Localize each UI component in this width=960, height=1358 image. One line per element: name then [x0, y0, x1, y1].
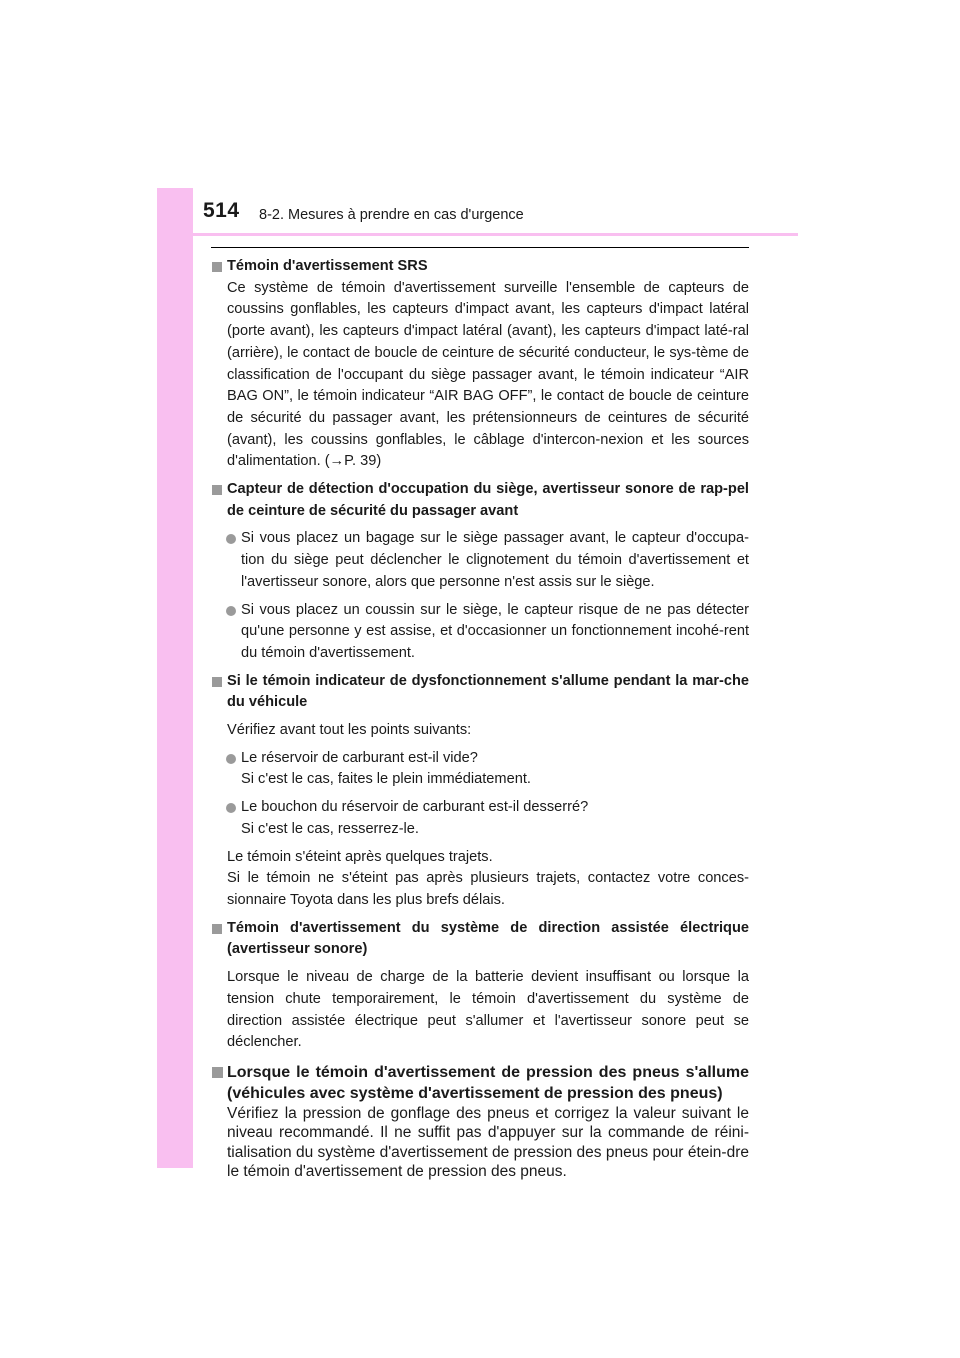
section-heading: Témoin d'avertissement SRS: [211, 256, 749, 278]
page-content: [211, 256, 749, 1182]
section-rule: [211, 247, 749, 248]
chapter-title: 8-2. Mesures à prendre en cas d'urgence: [259, 207, 524, 223]
section-heading: Témoin d'avertissement du système de direction assistée électrique (avertisseur sonore): [211, 918, 749, 961]
square-bullet-icon: [212, 677, 222, 687]
circle-bullet-icon: [226, 534, 236, 544]
section-intro: Vérifiez avant tout les points suivants:: [227, 722, 472, 739]
list-item: Le réservoir de carburant est-il vide? Si c'est le cas, faites le plein immédiatement.: [211, 748, 749, 791]
circle-bullet-icon: [226, 754, 236, 764]
list-item: Le bouchon du réservoir de carburant est-il desserré? Si c'est le cas, resserrez-le.: [211, 797, 749, 840]
section-body: Vérifiez la pression de gonflage des pneus et corrigez la valeur suivant le niveau recommandé. Il ne suffit pas d'appuyer sur la commande de réini-tialisation du système d'avertissement de pression des pneus pour étein-dre le témoin d'avertissement de pression des pneus.: [227, 1104, 749, 1181]
list-item: Si vous placez un coussin sur le siège, le capteur risque de ne pas détecter qu'une personne y est assise, et d'occasionner un fonctionnement incohé-rent du témoin d'avertissement.: [211, 600, 749, 665]
section-body: Lorsque le niveau de charge de la batterie devient insuffisant ou lorsque la tension chute temporairement, le témoin d'avertissement du système de direction assistée électrique peut s'allumer et l'avertisseur sonore peut se déclencher.: [227, 969, 749, 1051]
header-line: [157, 233, 798, 236]
square-bullet-icon: [212, 1067, 223, 1078]
list-item: Si vous placez un bagage sur le siège passager avant, le capteur d'occupa-tion du siège peut déclencher le clignotement du témoin d'avertissement et l'avertisseur sonore, alors que personne n'est assis sur le siège.: [211, 528, 749, 593]
circle-bullet-icon: [226, 803, 236, 813]
side-tab-band: [157, 188, 193, 1168]
section-outro: Le témoin s'éteint après quelques trajets. Si le témoin ne s'éteint pas après plusieurs trajets, contactez votre conces-sionnaire Toyota dans les plus brefs délais.: [227, 848, 749, 908]
square-bullet-icon: [212, 485, 222, 495]
section-heading: Si le témoin indicateur de dysfonctionnement s'allume pendant la mar-che du véhicule: [211, 671, 749, 714]
square-bullet-icon: [212, 262, 222, 272]
section-heading: Lorsque le témoin d'avertissement de pression des pneus s'allume (véhicules avec système d'avertissement de pression des pneus): [211, 1062, 749, 1104]
circle-bullet-icon: [226, 606, 236, 616]
page-number: 514: [203, 199, 240, 222]
section-body: Ce système de témoin d'avertissement surveille l'ensemble de capteurs de coussins gonflables, les capteurs d'impact avant, les capteurs d'impact latéral (porte avant), les capteurs d'impact latéral (avant), les capteurs d'impact laté-ral (arrière), le contact de boucle de ceinture de sécurité conducteur, le sys-tème de classification de l'occupant du siège passager avant, le témoin indicateur “AIR BAG ON”, le témoin indicateur “AIR BAG OFF”, le contact de boucle de ceinture de sécurité du passager avant, les prétensionneurs de ceintures de sécurité (avant), les coussins gonflables, le câblage d'intercon-nexion et les sources d'alimentation. (→P. 39): [227, 279, 749, 470]
section-heading: Capteur de détection d'occupation du siège, avertisseur sonore de rap-pel de ceinture de sécurité du passager avant: [211, 479, 749, 522]
square-bullet-icon: [212, 924, 222, 934]
